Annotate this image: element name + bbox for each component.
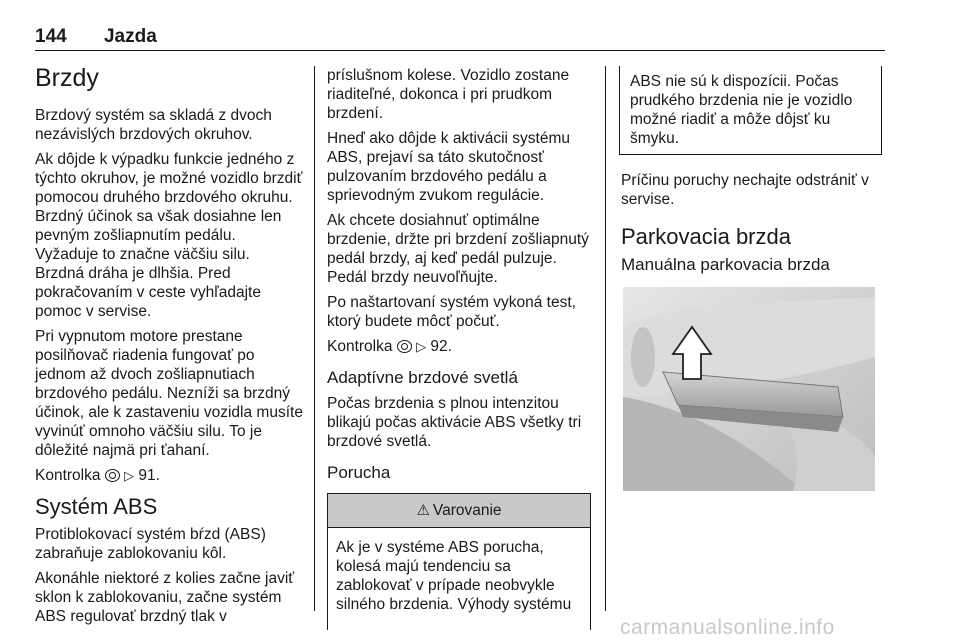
paragraph: Hneď ako dôjde k aktivácii systému ABS, prejaví sa táto skutočnosť pulzovaním brzdového pedálu a sprievodným zvukom regulácie. xyxy=(327,130,570,204)
heading-parking-brake: Parkovacia brzda xyxy=(621,224,791,249)
paragraph: Príčinu poruchy nechajte odstrániť v servise. xyxy=(621,172,869,208)
paragraph: Ak chcete dosiahnuť optimálne brzdenie, držte pri brzdení zošliapnutý pedál brzdy, aj keď pedál pulzuje. Pedál brzdy neuvoľňujte. xyxy=(327,212,589,286)
section-title: Jazda xyxy=(103,26,157,47)
heading-brzdy: Brzdy xyxy=(35,64,99,92)
column-3 xyxy=(621,66,886,285)
page-header xyxy=(35,26,157,48)
page-ref-link[interactable]: 92. xyxy=(430,338,452,355)
paragraph: Brzdový systém sa skladá z dvoch nezávislých brzdových okruhov. xyxy=(35,107,272,143)
column-divider xyxy=(605,66,606,611)
warning-text: Ak je v systéme ABS porucha, kolesá majú tendenciu sa zablokovať v prípade neobvykle silného brzdenia. Výhody systému xyxy=(336,539,572,613)
page-ref-icon: ▷ xyxy=(416,339,427,354)
paragraph: Ak dôjde k výpadku funkcie jedného z týchto okruhov, je možné vozidlo brzdiť pomocou druhého brzdového okruhu. Brzdný účinok sa však dosiahne len pevným zošliapnutím pedálu. Vyžaduje to značne väčšiu silu. Brzdná dráha je dlhšia. Pred pokračovaním v ceste vyhľadajte pomoc v servise. xyxy=(35,151,303,320)
kontrolka-line: Kontrolka ▷ 92. xyxy=(327,338,452,355)
warning-box-continued: ABS nie sú k dispozícii. Počas prudkého brzdenia nie je vozidlo možné riadiť a môže dôjsť ku šmyku. xyxy=(619,66,882,155)
heading-abs: Systém ABS xyxy=(35,494,158,519)
page-ref-icon: ▷ xyxy=(124,468,135,483)
warning-header: ⚠ Varovanie xyxy=(328,494,590,528)
paragraph: Akonáhle niektoré z kolies začne javiť sklon k zablokovaniu, začne systém ABS regulovať brzdný tlak v xyxy=(35,570,295,625)
kontrolka-line: Kontrolka ▷ 91. xyxy=(35,467,160,484)
paragraph: Pri vypnutom motore prestane posilňovač riadenia fungovať po jednom až dvoch zošliapnutiach brzdového pedálu. Nezníži sa brzdný účinok, ale k zastaveniu vozidla musíte vyvinúť omnoho väčšiu silu. To je dôležité najmä pri ťahaní. xyxy=(35,328,303,459)
abs-icon xyxy=(397,340,412,353)
parking-brake-illustration xyxy=(623,287,875,491)
paragraph: Počas brzdenia s plnou intenzitou blikajú počas aktivácie ABS všetky tri brzdové svetlá. xyxy=(327,395,582,450)
heading-manual-parking-brake: Manuálna parkovacia brzda xyxy=(621,255,830,274)
page-number: 144 xyxy=(35,26,67,47)
paragraph: príslušnom kolese. Vozidlo zostane riaditeľné, dokonca i pri prudkom brzdení. xyxy=(327,67,570,122)
column-divider xyxy=(314,66,315,611)
warning-triangle-icon: ⚠ xyxy=(416,502,430,519)
column-2 xyxy=(327,66,593,630)
page-ref-link[interactable]: 91. xyxy=(138,467,160,484)
header-rule xyxy=(35,50,885,51)
column-1 xyxy=(35,64,303,632)
watermark: carmanualsonline.info xyxy=(620,616,835,639)
brake-warning-icon xyxy=(105,469,120,482)
warning-box xyxy=(327,493,591,630)
paragraph: Protiblokovací systém bŕzd (ABS) zabraňuje zablokovaniu kôl. xyxy=(35,526,266,562)
heading-porucha: Porucha xyxy=(327,463,391,482)
paragraph: Po naštartovaní systém vykoná test, ktorý budete môcť počuť. xyxy=(327,294,576,330)
heading-adaptive-brake-lights: Adaptívne brzdové svetlá xyxy=(327,368,518,387)
